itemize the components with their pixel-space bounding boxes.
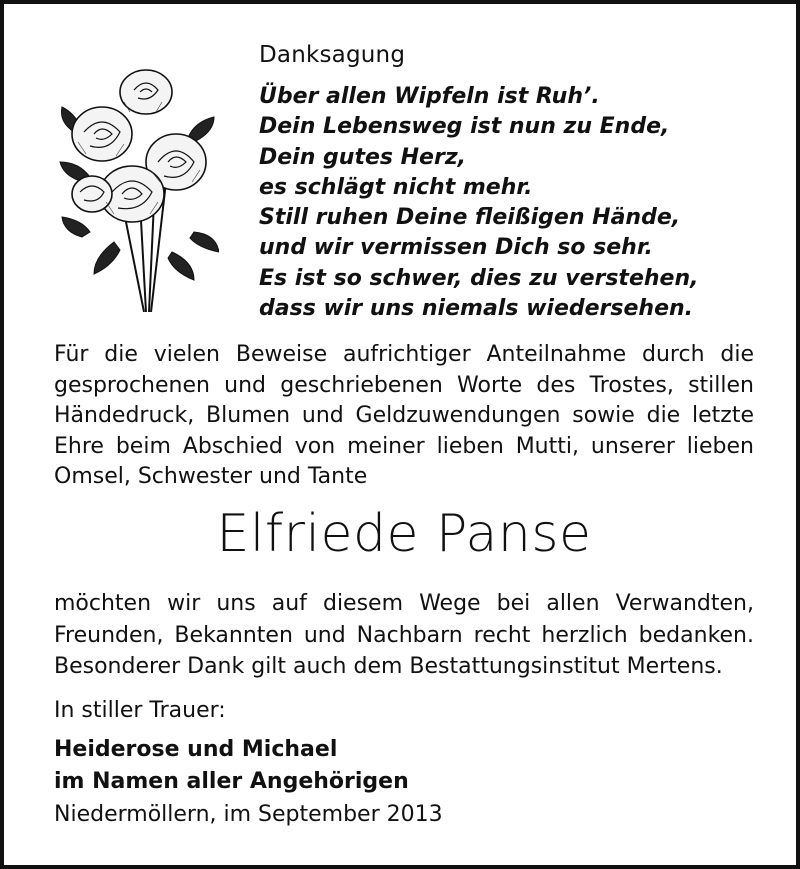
poem-line: Still ruhen Deine fleißigen Hände, [259, 205, 681, 231]
signer-line: im Namen aller Angehörigen [54, 768, 409, 794]
heading-title: Danksagung [259, 42, 406, 68]
poem-line: dass wir uns niemals wiedersehen. [259, 296, 694, 322]
thanks-paragraph-continued: möchten wir uns auf diesem Wege bei allen Verwandten, Freunden, Bekannten und Nachbarn recht herzlich bedanken. Besonderer Dank gilt auch dem Bestattungsinstitut Mertens. [54, 591, 754, 679]
poem [259, 82, 698, 324]
poem-line: und wir vermissen Dich so sehr. [259, 235, 653, 261]
poem-line: Über allen Wipfeln ist Ruh’. [259, 84, 600, 109]
poem-line: Dein Lebensweg ist nun zu Ende, [259, 114, 670, 140]
poem-line: Dein gutes Herz, [259, 144, 466, 170]
signers [54, 734, 409, 797]
deceased-name: Elfriede Panse [216, 504, 592, 564]
place-date: Niedermöllern, im September 2013 [54, 802, 443, 827]
roses-bouquet-illustration [54, 62, 219, 312]
signer-line: Heiderose und Michael [54, 737, 338, 762]
mourning-label: In stiller Trauer: [54, 698, 226, 723]
poem-line: Es ist so schwer, dies zu verstehen, [259, 265, 699, 291]
thanks-paragraph: Für die vielen Beweise aufrichtiger Anteilnahme durch die gesprochenen und geschriebenen Worte des Trostes, stillen Händedruck, Blumen und Geldzuwendungen sowie die letzte Ehre beim Abschied von meiner lieben Mutti, unserer lieben Omsel, Schwester und Tante [54, 342, 754, 489]
poem-line: es schlägt nicht mehr. [259, 174, 533, 200]
